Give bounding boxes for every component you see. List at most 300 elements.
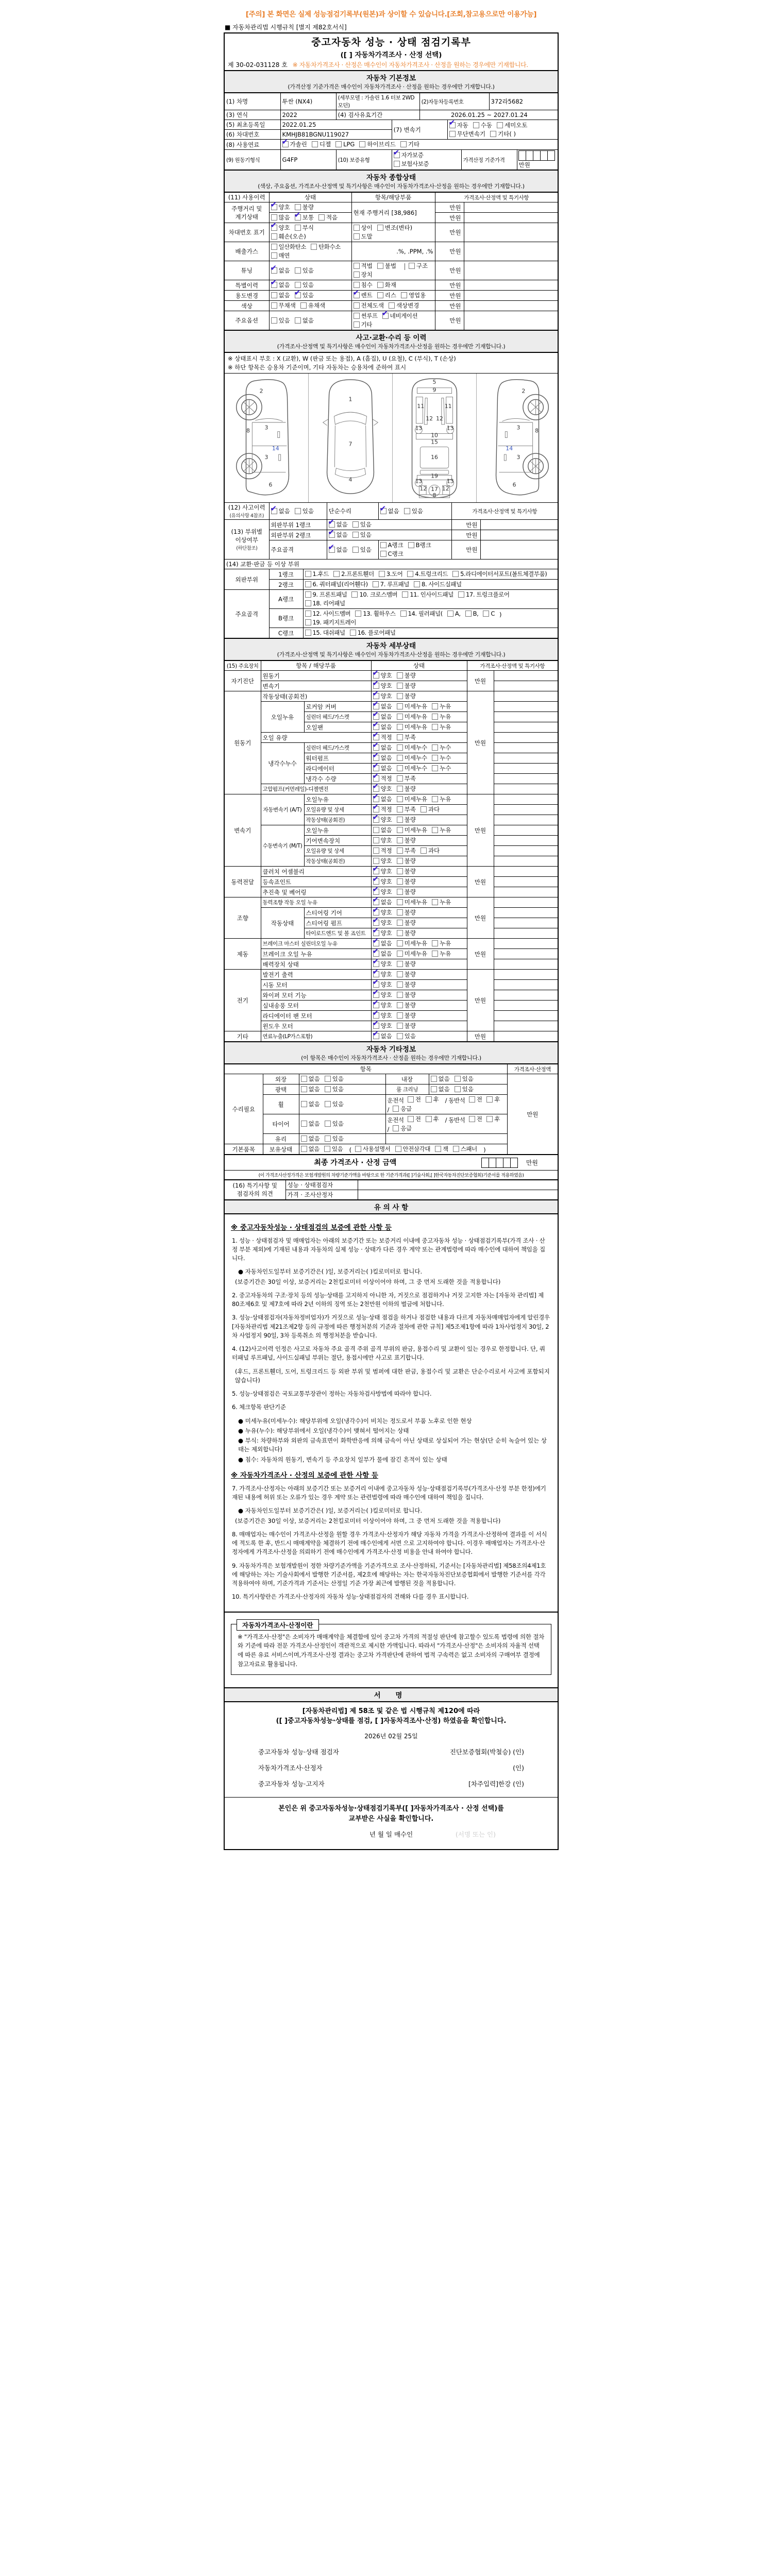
checkbox-option[interactable] [372, 812, 392, 824]
checkbox-option[interactable] [377, 291, 396, 299]
checkbox-checked-icon[interactable]: ✔ [372, 977, 379, 987]
checkbox-option[interactable] [397, 939, 427, 947]
checkbox-icon[interactable] [271, 233, 277, 240]
checkbox-icon[interactable] [397, 971, 403, 977]
checkbox-option[interactable] [295, 224, 314, 232]
checkbox-icon[interactable] [397, 848, 403, 854]
status-options[interactable] [371, 802, 467, 815]
checkbox-option[interactable] [397, 929, 416, 937]
checkbox-option[interactable] [404, 507, 423, 515]
checkbox-option[interactable] [407, 570, 448, 578]
checkbox-checked-icon[interactable]: ✔ [281, 137, 289, 146]
checkbox-option[interactable] [271, 291, 290, 299]
checkbox-icon[interactable] [301, 1136, 307, 1142]
checkbox-icon[interactable] [373, 848, 379, 854]
status-options[interactable] [371, 825, 467, 836]
checkbox-option[interactable] [301, 1100, 320, 1108]
checkbox-icon[interactable] [497, 122, 503, 128]
checkbox-option[interactable] [377, 224, 412, 232]
status-options[interactable] [371, 887, 467, 897]
status-options[interactable] [371, 967, 467, 980]
checkbox-option[interactable] [397, 754, 427, 762]
checkbox-icon[interactable] [397, 858, 403, 864]
checkbox-icon[interactable] [431, 1086, 437, 1092]
status-options[interactable] [371, 681, 467, 691]
price-box[interactable] [518, 150, 526, 161]
checkbox-icon[interactable] [397, 878, 403, 885]
checkbox-icon[interactable] [377, 263, 383, 269]
checkbox-icon[interactable] [486, 1116, 493, 1122]
checkbox-option[interactable] [397, 846, 416, 855]
checkbox-icon[interactable] [397, 1012, 403, 1019]
checkbox-option[interactable] [351, 590, 397, 599]
checkbox-option[interactable] [295, 316, 314, 325]
checkbox-icon[interactable] [295, 267, 301, 274]
checkbox-option[interactable] [270, 200, 290, 211]
polish-options[interactable] [299, 1084, 385, 1095]
vin-mark-options[interactable] [269, 223, 351, 242]
checkbox-option[interactable] [301, 1134, 320, 1143]
checkbox-icon[interactable] [373, 827, 379, 833]
status-options[interactable] [371, 722, 467, 733]
checkbox-option[interactable] [354, 224, 373, 232]
checkbox-option[interactable] [432, 898, 451, 906]
checkbox-option[interactable] [352, 531, 372, 539]
checkbox-checked-icon[interactable]: ✔ [372, 895, 379, 904]
price-box[interactable] [526, 150, 533, 161]
checkbox-option[interactable] [305, 629, 345, 637]
checkbox-icon[interactable] [397, 817, 403, 823]
checkbox-option[interactable] [352, 546, 372, 554]
checkbox-icon[interactable] [397, 940, 403, 946]
checkbox-option[interactable] [397, 980, 416, 989]
checkbox-icon[interactable] [397, 920, 403, 926]
checkbox-option[interactable] [305, 590, 347, 599]
checkbox-checked-icon[interactable]: ✔ [270, 503, 277, 513]
checkbox-option[interactable] [271, 232, 306, 241]
checkbox-icon[interactable] [397, 683, 403, 689]
checkbox-option[interactable] [373, 836, 392, 844]
price-box[interactable] [496, 1158, 503, 1168]
checkbox-icon[interactable] [325, 1076, 331, 1082]
checkbox-icon[interactable] [377, 225, 383, 231]
checkbox-option[interactable] [354, 270, 373, 279]
checkbox-icon[interactable] [359, 141, 365, 147]
room-cleaning-options[interactable] [429, 1084, 507, 1095]
checkbox-option[interactable] [295, 266, 314, 275]
checkbox-checked-icon[interactable]: ✔ [448, 117, 456, 127]
checkbox-icon[interactable] [352, 521, 359, 528]
checkbox-icon[interactable] [373, 837, 379, 843]
checkbox-option[interactable] [435, 1145, 448, 1153]
checkbox-option[interactable] [397, 908, 416, 917]
checkbox-checked-icon[interactable]: ✔ [372, 699, 379, 708]
fuel-options[interactable] [280, 137, 559, 150]
checkbox-checked-icon[interactable]: ✔ [372, 988, 379, 997]
checkbox-icon[interactable] [271, 317, 277, 324]
checkbox-option[interactable] [354, 320, 372, 329]
checkbox-icon[interactable] [271, 292, 277, 298]
checkbox-icon[interactable] [305, 571, 311, 577]
status-options[interactable] [371, 699, 467, 712]
checkbox-option[interactable] [397, 919, 416, 927]
panel-rank1-options[interactable] [327, 517, 451, 530]
status-options[interactable] [371, 771, 467, 784]
checkbox-icon[interactable] [435, 1146, 441, 1152]
checkbox-option[interactable] [400, 609, 443, 618]
checkbox-icon[interactable] [397, 1002, 403, 1008]
status-options[interactable] [371, 959, 467, 970]
checkbox-icon[interactable] [301, 1146, 307, 1152]
checkbox-icon[interactable] [397, 765, 403, 771]
checkbox-option[interactable] [432, 723, 451, 731]
exterior-options[interactable] [299, 1074, 385, 1084]
checkbox-icon[interactable] [469, 1116, 475, 1122]
checkbox-icon[interactable] [432, 724, 438, 730]
checkbox-option[interactable] [354, 301, 384, 310]
checkbox-option[interactable] [352, 288, 373, 299]
checkbox-option[interactable] [325, 1134, 344, 1143]
checkbox-icon[interactable] [426, 1116, 432, 1122]
usage-change-options[interactable] [269, 288, 351, 301]
checkbox-option[interactable] [380, 550, 404, 558]
checkbox-icon[interactable] [395, 1146, 401, 1152]
checkbox-option[interactable] [324, 1145, 343, 1153]
price-box[interactable] [547, 150, 555, 161]
checkbox-icon[interactable] [397, 734, 403, 740]
status-options[interactable] [371, 740, 467, 753]
checkbox-icon[interactable] [432, 899, 438, 905]
usage-change-item-options[interactable] [351, 288, 435, 301]
status-options[interactable] [371, 874, 467, 887]
checkbox-icon[interactable] [324, 1146, 330, 1152]
checkbox-option[interactable] [397, 764, 427, 772]
checkbox-icon[interactable] [354, 282, 360, 288]
checkbox-option[interactable] [397, 888, 416, 896]
checkbox-option[interactable] [397, 816, 416, 824]
checkbox-option[interactable] [486, 1095, 500, 1104]
checkbox-option[interactable] [333, 570, 374, 578]
checkbox-icon[interactable] [301, 1086, 307, 1092]
checkbox-icon[interactable] [408, 542, 414, 548]
checkbox-icon[interactable] [401, 292, 407, 298]
checkbox-icon[interactable] [397, 992, 403, 998]
checkbox-icon[interactable] [402, 591, 408, 598]
rankB-part-options[interactable] [303, 609, 558, 628]
checkbox-checked-icon[interactable]: ✔ [294, 288, 301, 297]
checkbox-option[interactable] [393, 1124, 411, 1132]
checkbox-option[interactable] [379, 503, 399, 515]
accident-history-options[interactable] [269, 503, 327, 520]
checkbox-checked-icon[interactable]: ✔ [372, 761, 379, 770]
checkbox-icon[interactable] [380, 551, 386, 557]
checkbox-icon[interactable] [271, 214, 277, 221]
checkbox-checked-icon[interactable]: ✔ [372, 905, 379, 914]
checkbox-icon[interactable] [305, 611, 311, 617]
checkbox-checked-icon[interactable]: ✔ [372, 771, 379, 781]
checkbox-checked-icon[interactable]: ✔ [372, 916, 379, 925]
rank1-part-options[interactable] [303, 569, 558, 580]
checkbox-checked-icon[interactable]: ✔ [372, 792, 379, 801]
checkbox-option[interactable] [372, 1029, 392, 1040]
frame-options[interactable] [327, 540, 378, 560]
status-options[interactable] [371, 990, 467, 1001]
checkbox-checked-icon[interactable]: ✔ [372, 967, 379, 976]
checkbox-option[interactable] [397, 723, 427, 731]
checkbox-icon[interactable] [432, 951, 438, 957]
warranty-options[interactable] [392, 150, 461, 170]
status-options[interactable] [371, 730, 467, 743]
checkbox-icon[interactable] [354, 263, 360, 269]
checkbox-option[interactable] [397, 774, 416, 783]
checkbox-option[interactable] [455, 1085, 474, 1093]
checkbox-checked-icon[interactable]: ✔ [270, 278, 277, 287]
checkbox-option[interactable] [469, 1095, 482, 1104]
checkbox-option[interactable] [397, 991, 416, 999]
main-option-item-options[interactable] [351, 311, 435, 330]
checkbox-icon[interactable] [325, 1101, 331, 1107]
checkbox-icon[interactable] [295, 225, 301, 231]
transmission-options[interactable] [447, 117, 559, 140]
frame-rank-options[interactable] [378, 540, 451, 560]
simple-repair-options[interactable] [378, 503, 451, 520]
checkbox-option[interactable] [397, 692, 416, 700]
status-options[interactable] [371, 753, 467, 764]
checkbox-option[interactable] [421, 846, 440, 855]
checkbox-checked-icon[interactable]: ✔ [352, 288, 360, 297]
checkbox-icon[interactable] [305, 581, 311, 587]
checkbox-icon[interactable] [379, 571, 385, 577]
checkbox-checked-icon[interactable]: ✔ [328, 542, 335, 552]
status-options[interactable] [371, 856, 467, 867]
checkbox-option[interactable] [497, 121, 527, 129]
checkbox-option[interactable] [397, 713, 427, 721]
checkbox-option[interactable] [397, 826, 427, 834]
tire-options[interactable] [299, 1114, 385, 1134]
status-options[interactable] [371, 897, 467, 908]
checkbox-icon[interactable] [271, 302, 277, 309]
checkbox-icon[interactable] [311, 244, 317, 250]
checkbox-checked-icon[interactable]: ✔ [372, 885, 379, 894]
checkbox-icon[interactable] [335, 141, 342, 147]
checkbox-option[interactable] [380, 541, 404, 549]
price-box[interactable] [510, 1158, 518, 1168]
checkbox-option[interactable] [465, 610, 479, 617]
checkbox-icon[interactable] [397, 714, 403, 720]
rankA-part-options[interactable] [303, 590, 558, 609]
checkbox-option[interactable] [294, 288, 314, 299]
status-options[interactable] [371, 977, 467, 990]
rankC-part-options[interactable] [303, 628, 558, 638]
checkbox-option[interactable] [354, 262, 373, 270]
checkbox-icon[interactable] [373, 858, 379, 864]
checkbox-option[interactable] [397, 877, 416, 886]
checkbox-icon[interactable] [389, 302, 395, 309]
checkbox-icon[interactable] [397, 899, 403, 905]
checkbox-icon[interactable] [352, 532, 359, 538]
checkbox-checked-icon[interactable]: ✔ [372, 1019, 379, 1028]
checkbox-option[interactable] [483, 610, 495, 617]
checkbox-option[interactable] [271, 251, 290, 260]
checkbox-checked-icon[interactable]: ✔ [372, 998, 379, 1007]
status-options[interactable] [371, 1031, 467, 1042]
checkbox-option[interactable] [400, 140, 419, 148]
checkbox-option[interactable] [453, 1145, 477, 1153]
checkbox-checked-icon[interactable]: ✔ [372, 730, 379, 739]
checkbox-option[interactable] [397, 702, 427, 710]
checkbox-option[interactable] [355, 609, 395, 618]
checkbox-icon[interactable] [404, 508, 410, 514]
checkbox-option[interactable] [449, 130, 486, 138]
checkbox-option[interactable] [397, 795, 427, 803]
checkbox-checked-icon[interactable]: ✔ [372, 720, 379, 729]
price-box[interactable] [481, 1158, 489, 1168]
checkbox-icon[interactable] [397, 930, 403, 936]
checkbox-checked-icon[interactable]: ✔ [372, 1029, 379, 1038]
checkbox-icon[interactable] [432, 744, 438, 751]
main-option-options[interactable] [269, 311, 351, 330]
checkbox-icon[interactable] [305, 600, 311, 606]
checkbox-option[interactable] [270, 221, 290, 232]
checkbox-icon[interactable] [354, 272, 360, 278]
checkbox-option[interactable] [397, 950, 427, 958]
checkbox-icon[interactable] [295, 282, 301, 288]
checkbox-icon[interactable] [397, 796, 403, 802]
checkbox-icon[interactable] [377, 282, 383, 288]
checkbox-option[interactable] [325, 1100, 344, 1108]
checkbox-checked-icon[interactable]: ✔ [372, 689, 379, 698]
checkbox-option[interactable] [393, 1105, 411, 1113]
checkbox-option[interactable] [432, 754, 451, 762]
wheel-position-options[interactable] [385, 1095, 507, 1114]
price-box[interactable] [489, 1158, 496, 1168]
checkbox-option[interactable] [377, 262, 396, 270]
checkbox-option[interactable] [271, 316, 290, 325]
checkbox-icon[interactable] [355, 611, 361, 617]
checkbox-icon[interactable] [465, 611, 472, 617]
checkbox-checked-icon[interactable]: ✔ [372, 812, 379, 822]
checkbox-icon[interactable] [377, 292, 383, 298]
checkbox-icon[interactable] [483, 611, 489, 617]
checkbox-icon[interactable] [397, 693, 403, 699]
checkbox-option[interactable] [448, 117, 468, 129]
glass-options[interactable] [299, 1134, 385, 1144]
checkbox-option[interactable] [455, 1075, 474, 1083]
checkbox-option[interactable] [394, 160, 429, 168]
checkbox-option[interactable] [458, 590, 510, 599]
checkbox-icon[interactable] [432, 827, 438, 833]
checkbox-icon[interactable] [295, 317, 301, 324]
checkbox-option[interactable] [305, 618, 357, 626]
checkbox-icon[interactable] [455, 1086, 461, 1092]
checkbox-option[interactable] [300, 301, 325, 310]
checkbox-option[interactable] [401, 291, 426, 299]
checkbox-option[interactable] [350, 629, 396, 637]
checkbox-icon[interactable] [397, 889, 403, 895]
checkbox-option[interactable] [432, 743, 451, 752]
checkbox-icon[interactable] [432, 765, 438, 771]
checkbox-option[interactable] [352, 520, 372, 529]
checkbox-option[interactable] [325, 1075, 344, 1083]
status-options[interactable] [371, 1008, 467, 1021]
mileage-amount-options[interactable] [269, 210, 351, 223]
checkbox-option[interactable] [432, 950, 451, 958]
status-options[interactable] [371, 918, 467, 928]
checkbox-checked-icon[interactable]: ✔ [372, 957, 379, 966]
status-options[interactable] [371, 784, 467, 794]
checkbox-option[interactable] [318, 213, 338, 222]
checkbox-option[interactable] [281, 137, 307, 148]
status-options[interactable] [371, 1021, 467, 1031]
checkbox-option[interactable] [270, 278, 290, 289]
checkbox-option[interactable] [397, 836, 416, 844]
checkbox-option[interactable] [379, 570, 403, 578]
checkbox-option[interactable] [328, 528, 348, 539]
checkbox-icon[interactable] [409, 263, 415, 269]
rank2-part-options[interactable] [303, 580, 558, 590]
checkbox-option[interactable] [397, 733, 416, 741]
checkbox-icon[interactable] [325, 1136, 331, 1142]
checkbox-checked-icon[interactable]: ✔ [328, 517, 335, 527]
tire-position-options[interactable] [385, 1114, 507, 1134]
checkbox-icon[interactable] [397, 961, 403, 967]
checkbox-icon[interactable] [301, 1101, 307, 1107]
checkbox-option[interactable] [271, 243, 307, 251]
checkbox-option[interactable] [432, 939, 451, 947]
checkbox-icon[interactable] [400, 611, 407, 617]
checkbox-icon[interactable] [426, 1096, 432, 1103]
checkbox-option[interactable] [373, 826, 392, 834]
checkbox-option[interactable] [408, 541, 431, 549]
checkbox-icon[interactable] [380, 542, 386, 548]
checkbox-option[interactable] [335, 141, 355, 148]
checkbox-icon[interactable] [421, 806, 427, 812]
checkbox-option[interactable] [397, 805, 416, 814]
checkbox-icon[interactable] [455, 1076, 461, 1082]
checkbox-checked-icon[interactable]: ✔ [379, 503, 386, 513]
checkbox-icon[interactable] [397, 672, 403, 679]
checkbox-option[interactable] [397, 898, 427, 906]
status-options[interactable] [371, 864, 467, 877]
status-options[interactable] [371, 936, 467, 949]
checkbox-option[interactable] [301, 1120, 320, 1128]
checkbox-icon[interactable] [350, 630, 356, 636]
checkbox-option[interactable] [421, 805, 440, 814]
status-options[interactable] [371, 846, 467, 856]
checkbox-option[interactable] [373, 846, 392, 855]
checkbox-checked-icon[interactable]: ✔ [393, 148, 399, 157]
checkbox-icon[interactable] [397, 909, 403, 916]
checkbox-option[interactable] [270, 263, 290, 275]
checkbox-option[interactable] [301, 1075, 320, 1083]
checkbox-option[interactable] [312, 140, 331, 148]
checkbox-option[interactable] [432, 795, 451, 803]
checkbox-checked-icon[interactable]: ✔ [381, 309, 388, 318]
checkbox-option[interactable] [397, 970, 416, 978]
checkbox-option[interactable] [414, 580, 462, 588]
checkbox-icon[interactable] [354, 225, 360, 231]
price-box[interactable] [540, 150, 548, 161]
status-options[interactable] [371, 928, 467, 939]
checkbox-option[interactable] [426, 1095, 439, 1104]
checkbox-option[interactable] [426, 1115, 439, 1123]
checkbox-option[interactable] [469, 1115, 482, 1123]
interior-options[interactable] [429, 1074, 507, 1084]
checkbox-option[interactable] [395, 1145, 431, 1153]
tuning-options[interactable] [269, 261, 351, 280]
checkbox-icon[interactable] [432, 940, 438, 946]
checkbox-icon[interactable] [397, 1033, 403, 1039]
